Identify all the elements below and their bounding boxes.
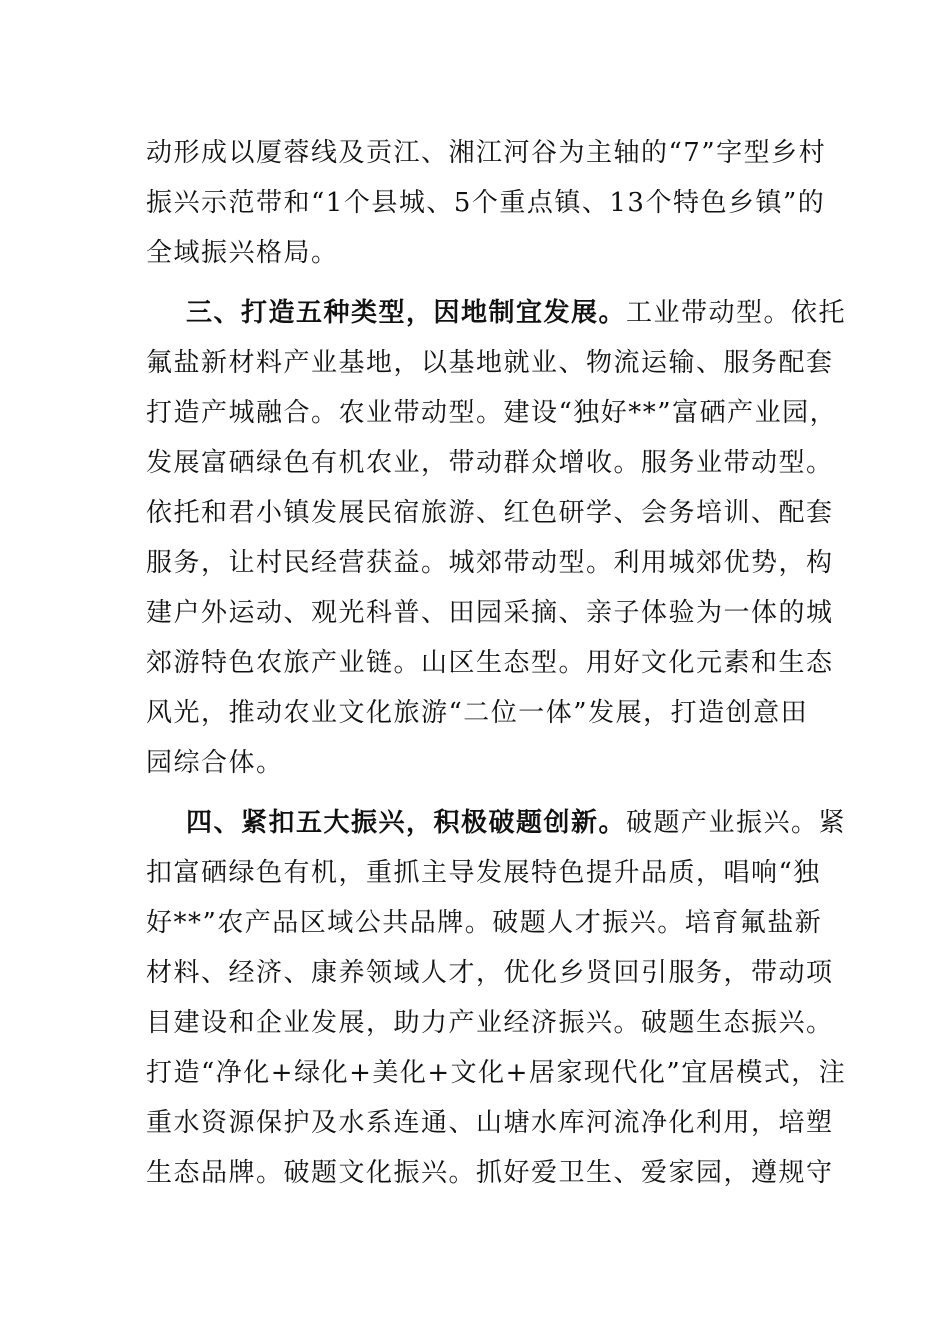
text-line: 目建设和企业发展，助力产业经济振兴。破题生态振兴。: [146, 1008, 834, 1038]
text-line: 风光，推动农业文化旅游“二位一体”发展，打造创意田: [146, 698, 809, 728]
section-heading: 四、紧扣五大振兴，积极破题创新。: [186, 808, 627, 838]
text-run: 破题产业振兴。紧: [626, 808, 847, 838]
text-line: 振兴示范带和“1个县城、5个重点镇、13个特色乡镇”的: [146, 188, 826, 218]
text-line-first: [146, 288, 847, 338]
text-line: 材料、经济、康养领域人才，优化乡贤回引服务，带动项: [146, 958, 834, 988]
text-line: 打造产城融合。农业带动型。建设“独好**”富硒产业园，: [146, 398, 838, 428]
text-line: 动形成以厦蓉线及贡江、湘江河谷为主轴的“7”字型乡村: [146, 138, 827, 168]
text-line-first: [146, 798, 847, 848]
paragraph-continuation: [146, 128, 826, 278]
text-line: 扣富硒绿色有机，重抓主导发展特色提升品质，唱响“独: [146, 858, 821, 888]
paragraph-section-three: [146, 288, 847, 788]
text-run: 工业带动型。依托: [626, 298, 847, 328]
text-line: 郊游特色农旅产业链。山区生态型。用好文化元素和生态: [146, 648, 834, 678]
text-line: 氟盐新材料产业基地，以基地就业、物流运输、服务配套: [146, 348, 834, 378]
text-line: 建户外运动、观光科普、田园采摘、亲子体验为一体的城: [146, 598, 834, 628]
text-line: 服务，让村民经营获益。城郊带动型。利用城郊优势，构: [146, 548, 834, 578]
text-line: 园综合体。: [146, 748, 284, 778]
section-heading: 三、打造五种类型，因地制宜发展。: [186, 298, 627, 328]
text-line: 打造“净化+绿化+美化+文化+居家现代化”宜居模式，注: [146, 1058, 847, 1088]
text-line: 依托和君小镇发展民宿旅游、红色研学、会务培训、配套: [146, 498, 834, 528]
text-line: 生态品牌。破题文化振兴。抓好爱卫生、爱家园，遵规守: [146, 1158, 834, 1188]
text-line: 发展富硒绿色有机农业，带动群众增收。服务业带动型。: [146, 448, 834, 478]
paragraph-section-four: [146, 798, 847, 1198]
text-line: 全域振兴格局。: [146, 238, 339, 268]
text-line: 重水资源保护及水系连通、山塘水库河流净化利用，培塑: [146, 1108, 834, 1138]
text-line: 好**”农产品区域公共品牌。破题人才振兴。培育氟盐新: [146, 908, 823, 938]
